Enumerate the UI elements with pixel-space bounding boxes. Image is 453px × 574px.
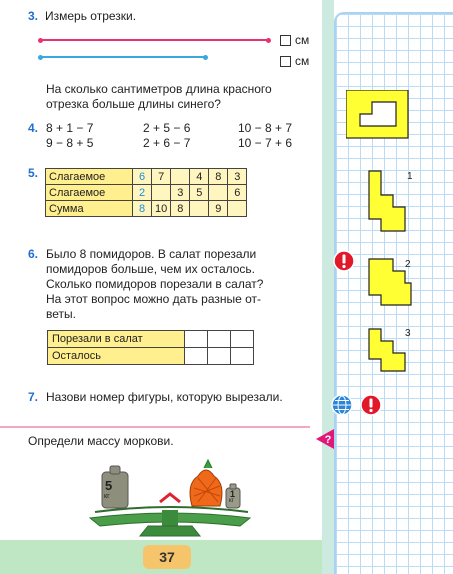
cell: 3 [171, 185, 190, 201]
task6-line5: веты. [46, 307, 76, 321]
sum-label: Сумма [46, 201, 133, 217]
blue-segment [40, 56, 205, 58]
task6-line1: Было 8 помидоров. В салат порезали [46, 247, 257, 261]
cell: 7 [152, 169, 171, 185]
cell[interactable] [228, 201, 247, 217]
blue-segment-end [203, 55, 208, 60]
answer-cell[interactable] [208, 348, 231, 365]
small-weight-unit: кг [229, 498, 234, 504]
task5-number: 5. [28, 166, 39, 180]
task6-line2: помидоров больше, чем их осталось. [46, 262, 256, 276]
extra-task-text: Определи массу моркови. [28, 434, 174, 448]
cut-label: Порезали в салат [48, 331, 185, 348]
expr-2-3: 10 − 7 + 6 [238, 136, 293, 150]
addition-table [45, 168, 247, 217]
cell: 4 [190, 169, 209, 185]
task3-title: Измерь отрезки. [45, 9, 137, 23]
task3-question-line2: отрезка больше длины синего? [46, 97, 221, 111]
big-weight-value: 5 [105, 478, 113, 493]
cell[interactable] [190, 201, 209, 217]
frame-with-hole [346, 90, 410, 140]
cell: 5 [190, 185, 209, 201]
figure-2-label: 2 [405, 259, 411, 270]
cell[interactable] [171, 169, 190, 185]
question-icon [314, 428, 336, 450]
task4-number: 4. [28, 121, 39, 135]
task7-text: Назови номер фигуры, которую вырезали. [46, 390, 283, 404]
globe-icon [331, 394, 353, 416]
cell: 3 [228, 169, 247, 185]
red-answer-box[interactable] [280, 35, 291, 46]
expr-2-2: 2 + 6 − 7 [143, 136, 191, 150]
task3-number: 3. [28, 9, 39, 23]
cell: 6 [228, 185, 247, 201]
answer-cell[interactable] [185, 348, 208, 365]
red-segment-end [266, 38, 271, 43]
cell: 8 [171, 201, 190, 217]
cell: 8 [133, 201, 152, 217]
expr-2-1: 9 − 8 + 5 [46, 136, 94, 150]
expr-1-3: 10 − 8 + 7 [238, 121, 293, 135]
task7-number: 7. [28, 390, 39, 404]
blue-answer-box[interactable] [280, 56, 291, 67]
figure-1-label: 1 [407, 171, 413, 182]
margin-strip [322, 0, 334, 574]
answer-cell[interactable] [185, 331, 208, 348]
red-unit: см [295, 33, 310, 47]
cell: 8 [209, 169, 228, 185]
cell: 6 [133, 169, 152, 185]
figure-3-label: 3 [405, 328, 411, 339]
figure-1 [368, 170, 408, 240]
answer-cell[interactable] [231, 331, 254, 348]
exclamation-icon [360, 394, 382, 416]
page-number: 37 [143, 545, 191, 569]
svg-text:?: ? [324, 434, 332, 446]
cell: 9 [209, 201, 228, 217]
cell: 2 [133, 185, 152, 201]
cell[interactable] [209, 185, 228, 201]
exclamation-icon [333, 250, 355, 272]
addend2-label: Слагаемое [46, 185, 133, 201]
task6-line3: Сколько помидоров порезали в салат? [46, 277, 264, 291]
task3-question-line1: На сколько сантиметров длина красного [46, 82, 272, 96]
figure-3 [368, 328, 408, 374]
task6-number: 6. [28, 247, 39, 261]
expr-1-2: 2 + 5 − 6 [143, 121, 191, 135]
big-weight-unit: кг [104, 493, 110, 500]
tomato-table [47, 330, 254, 365]
red-segment [40, 39, 268, 41]
answer-cell[interactable] [231, 348, 254, 365]
addend1-label: Слагаемое [46, 169, 133, 185]
section-divider [0, 426, 310, 428]
left-label: Осталось [48, 348, 185, 365]
small-weight-value: 1 [230, 489, 236, 499]
answer-cell[interactable] [208, 331, 231, 348]
expr-1-1: 8 + 1 − 7 [46, 121, 94, 135]
task6-line4: На этот вопрос можно дать разные от- [46, 292, 262, 306]
cell: 10 [152, 201, 171, 217]
cell[interactable] [152, 185, 171, 201]
blue-unit: см [295, 54, 310, 68]
